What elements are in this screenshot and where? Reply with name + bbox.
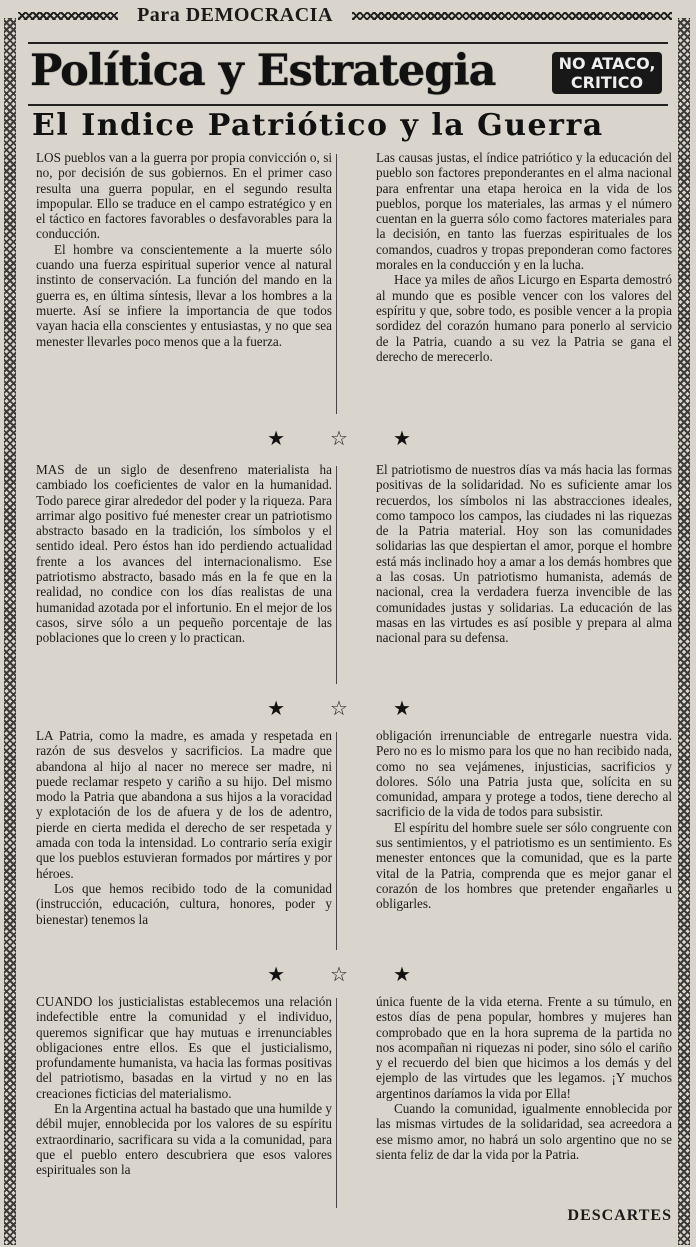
column-divider [336,998,337,1208]
paragraph: El patriotismo de nuestros días va más hacia las formas positivas de la solidaridad. No es suficiente amar los recuerdos, los símbolos ni las abstracciones ideales, como tampoco los campos, las ciudades ni las riquezas de la Patria material. Hoy son las comunidades solidarias las que despiertan el amor, porque el hombre está más inclinado hoy a amar a los demás hombres que a las cosas. Un patriotismo humanista, además de nacional, crea la verdadera fuerza invencible de las comunidades justas y solidarias. La educación de las masas en las virtudes es así posible y prepara al alma nacional para su defensa. [376,462,672,646]
paragraph: El hombre va conscientemente a la muerte sólo cuando una fuerza espiritual superior vence al natural instinto de conservación. La función del mando en la guerra es, en última síntesis, llevar a los hombres a la muerte. Así se infiere la importancia de que todos vayan hacia ella conscientes y entusiastas, y no que sea menester llevarles poco menos que a la fuerza. [36,241,332,349]
author-signature: DESCARTES [567,1207,672,1224]
star-separator: ★ ☆ ★ [267,698,431,720]
top-rule-right [352,12,672,20]
paragraph: Los que hemos recibido todo de la comunidad (instrucción, educación, cultura, honores, poder y bienestar) tenemos la [36,880,332,927]
paragraph: obligación irrenunciable de entregarle nuestra vida. Pero no es lo mismo para los que no han recibido nada, como no sea vejámenes, injusticias, sacrificios y dolores. Sólo una Patria justa que, solícita en su comunidad, ampara y protege a todos, tiene derecho al sacrificio de la vida de todos para subsistir. [376,728,672,820]
section-1-right-column [376,150,672,364]
article-headline: El Indice Patriótico y la Guerra [32,108,604,143]
star-separator: ★ ☆ ★ [267,964,431,986]
top-rule-left [18,12,118,20]
left-border-ornament [4,18,16,1245]
section-masthead [28,42,668,106]
section-4-left-column [36,994,332,1178]
paragraph: MAS de un siglo de desenfreno materialista ha cambiado los coeficientes de valor en la humanidad. Todo parece girar alrededor del poder y la riqueza. Para arrimar algo positivo fué menester crear un patriotismo abstracto basado en la tradición, los símbolos y el sentido ideal. Pero éstos han ido perdiendo actualidad frente a los avances del internacionalismo. Ese patriotismo abstracto, basado más en la fe que en la realidad, no condice con los días realistas de una humanidad azotada por el infortunio. En el mejor de los casos, sirve sólo a un pequeño porcentaje de las poblaciones que lo creen y lo practican. [36,462,332,646]
section-2-right-column [376,462,672,646]
section-2-left-column [36,462,332,646]
section-title: Política y Estrategia [30,46,496,96]
paragraph: El espíritu del hombre suele ser sólo congruente con sus sentimientos, y el patriotismo es un sentimiento. Es menester entonces que la comunidad, que es la parte vital de la Patria, comprenda que es mejor ganar el corazón de los hombres que pretender engañarles u obligarles. [376,819,672,912]
paragraph: Las causas justas, el índice patriótico y la educación del pueblo son factores preponderantes en el alma nacional para enfrentar una etapa heroica en la vida de los pueblos, porque los materiales, las armas y el número cuentan en la guerra sólo como factores materiales para la decisión, en tanto las fuerzas espirituales de los comandos, cuadros y tropas preponderan como factores morales en la conducción y en la lucha. [376,150,672,273]
paragraph: Hace ya miles de años Licurgo en Esparta demostró al mundo que es posible vencer con los valores del espíritu y que, sobre todo, es posible vencer a la propia sordidez del corazón humano para ponerlo al servicio de la Patria, cuando a su vez la Patria se gana el derecho de merecerlo. [376,272,672,364]
paragraph: Cuando la comunidad, igualmente ennoblecida por las mismas virtudes de la solidaridad, sea acreedora a ese mismo amor, no habrá un solo argentino que no se sienta feliz de dar la vida por la Patria. [376,1101,672,1162]
section-3-right-column [376,728,672,912]
column-divider [336,466,337,684]
right-border-ornament [678,18,690,1245]
badge-line-1: NO ATACO, [558,54,656,73]
article-section-3 [36,728,672,956]
column-divider [336,154,337,414]
paragraph: LA Patria, como la madre, es amada y respetada en razón de sus desvelos y sacrificios. La madre que abandona al hijo al nacer no merece ser madre, ni puede reclamar respeto y cariño a su hijo. Del mismo modo la Patria que abandona a sus hijos a la voracidad y explotación de los de afuera y de los de adentro, pierde en cierta medida el derecho de ser respetada y amada con toda la intensidad. Lo contrario sería exigir que los pueblos estuvieran formados por mártires y por héroes. [36,728,332,881]
section-1-left-column [36,150,332,349]
article-section-4 [36,994,672,1208]
kicker: Para DEMOCRACIA [137,4,333,26]
paragraph: En la Argentina actual ha bastado que una humilde y débil mujer, ennoblecida por los valores de su espíritu extraordinario, sacrificara su vida a la comunidad, para que el pueblo entero descubriera que esos valores espirituales son la [36,1101,332,1178]
star-separator: ★ ☆ ★ [267,428,431,450]
article-section-1 [36,150,672,422]
paragraph: única fuente de la vida eterna. Frente a su túmulo, en estos días de pena popular, hombres y mujeres han comprobado que en la hora suprema de la partida no nos acompañan ni riquezas ni poder, sino sólo el cariño y el recuerdo del bien que hicimos a los demás y del ejemplo de las virtudes que les legamos. ¡Y muchos argentinos daríamos la vida por Ella! [376,994,672,1101]
section-badge [552,52,662,94]
badge-line-2: CRITICO [570,73,644,92]
column-divider [336,732,337,950]
section-3-left-column [36,728,332,927]
paragraph: CUANDO los justicialistas establecemos una relación indefectible entre la comunidad y el individuo, queremos significar que hay mutuas e irrenunciables obligaciones entre ellos. Es que el justicialismo, profundamente humanista, va hacia las formas positivas del patriotismo, basadas en la virtud y no en las creaciones ficticias del materialismo. [36,994,332,1101]
paragraph: LOS pueblos van a la guerra por propia convicción o, si no, por decisión de sus gobiernos. En el primer caso resulta una guerra popular, en el segundo resulta impopular. Ello se traduce en el campo estratégico y en el táctico en factores favorables o desfavorables para la conducción. [36,150,332,242]
section-4-right-column [376,994,672,1162]
article-section-2 [36,462,672,690]
